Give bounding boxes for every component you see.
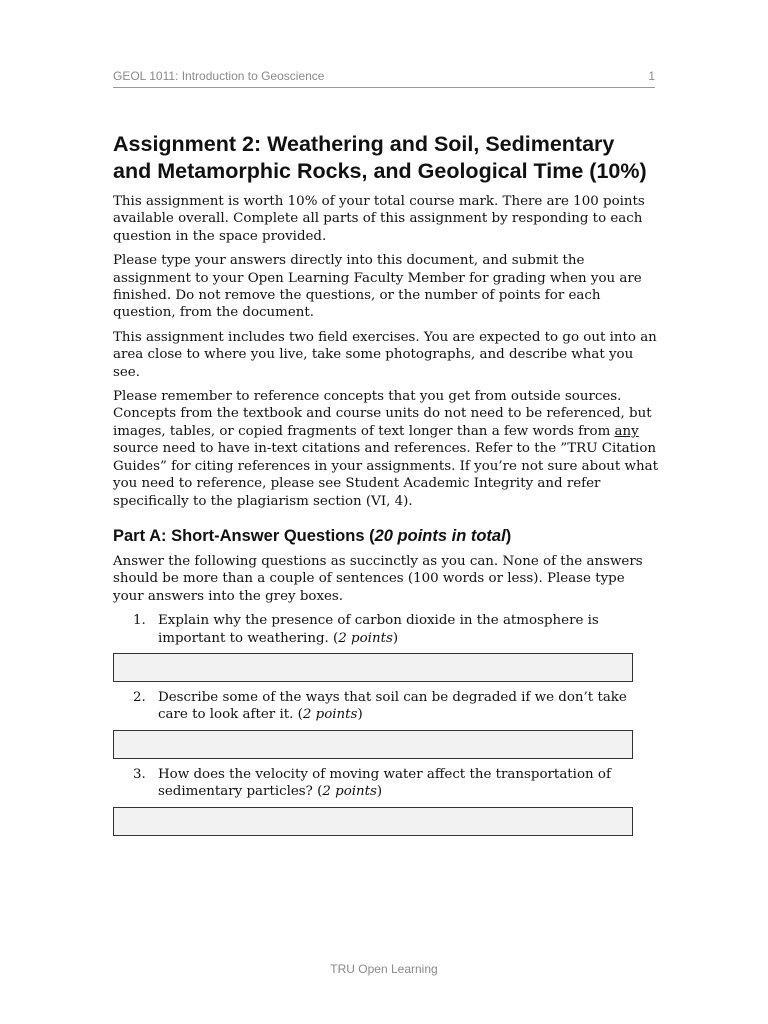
page-header [113,69,655,88]
question-3 [113,766,658,801]
question-number: 3. [133,766,146,782]
question-points: 2 points [322,784,377,800]
question-number: 2. [133,689,146,705]
question-2 [113,689,658,724]
question-close: ) [376,784,383,800]
question-points: 2 points [302,707,358,723]
part-a-heading-text: Part A: Short-Answer Questions ( [113,526,375,545]
document-body [113,131,658,842]
assignment-title: Assignment 2: Weathering and Soil, Sedimentary and Metamorphic Rocks, and Geological Time (10%) [113,132,647,183]
part-a-instructions: Answer the following questions as succinctly as you can. None of the answers should be more than a couple of sentences (100 words or less). Please type your answers into the grey boxes. [113,553,643,604]
course-title: GEOL 1011: Introduction to Geoscience [113,69,325,83]
intro-paragraph-3: This assignment includes two field exercises. You are expected to go out into an area close to where you live, take some photographs, and describe what you see. [113,329,657,380]
question-close: ) [357,707,363,723]
intro-paragraph-1: This assignment is worth 10% of your total course mark. There are 100 points available overall. Complete all parts of this assignment by responding to each question in the space provided. [113,194,645,244]
answer-box-3[interactable] [113,807,633,836]
question-close: ) [392,630,399,646]
question-points: 2 points [338,630,393,646]
answer-box-1[interactable] [113,653,633,682]
part-a-heading [113,526,658,547]
question-number: 1. [133,613,146,629]
question-text: Explain why the presence of carbon dioxide in the atmosphere is important to weathering. ( [158,613,599,646]
intro-paragraph-4-end: source need to have in-text citations and references. Refer to the ”TRU Citation Guides” for citing references in your assignments. If you’re not sure about what you need to reference, please see Student Academic Integrity and refer specifically to the plagiarism section (VI, 4). [113,441,658,509]
part-a-heading-close: ) [505,526,512,545]
intro-paragraph-4 [113,388,658,510]
question-text: How does the velocity of moving water affect the transportation of sedimentary particles? ( [158,766,611,800]
intro-paragraph-4-start: Please remember to reference concepts that you get from outside sources. Concepts from the textbook and course units do not need to be referenced, but images, tables, or copied fragments of text longer than a few words from [113,389,652,439]
answer-box-2[interactable] [113,730,633,759]
part-a-points: 20 points in total [374,526,506,545]
question-1 [113,612,658,647]
page-number: 1 [648,69,655,83]
page-footer: TRU Open Learning [330,962,438,976]
question-text: Describe some of the ways that soil can be degraded if we don’t take care to look after it. ( [158,689,627,723]
underlined-any: any [614,423,639,439]
intro-paragraph-2: Please type your answers directly into this document, and submit the assignment to your Open Learning Faculty Member for grading when you are finished. Do not remove the questions, or the number of points for each question, from the document. [113,253,642,321]
